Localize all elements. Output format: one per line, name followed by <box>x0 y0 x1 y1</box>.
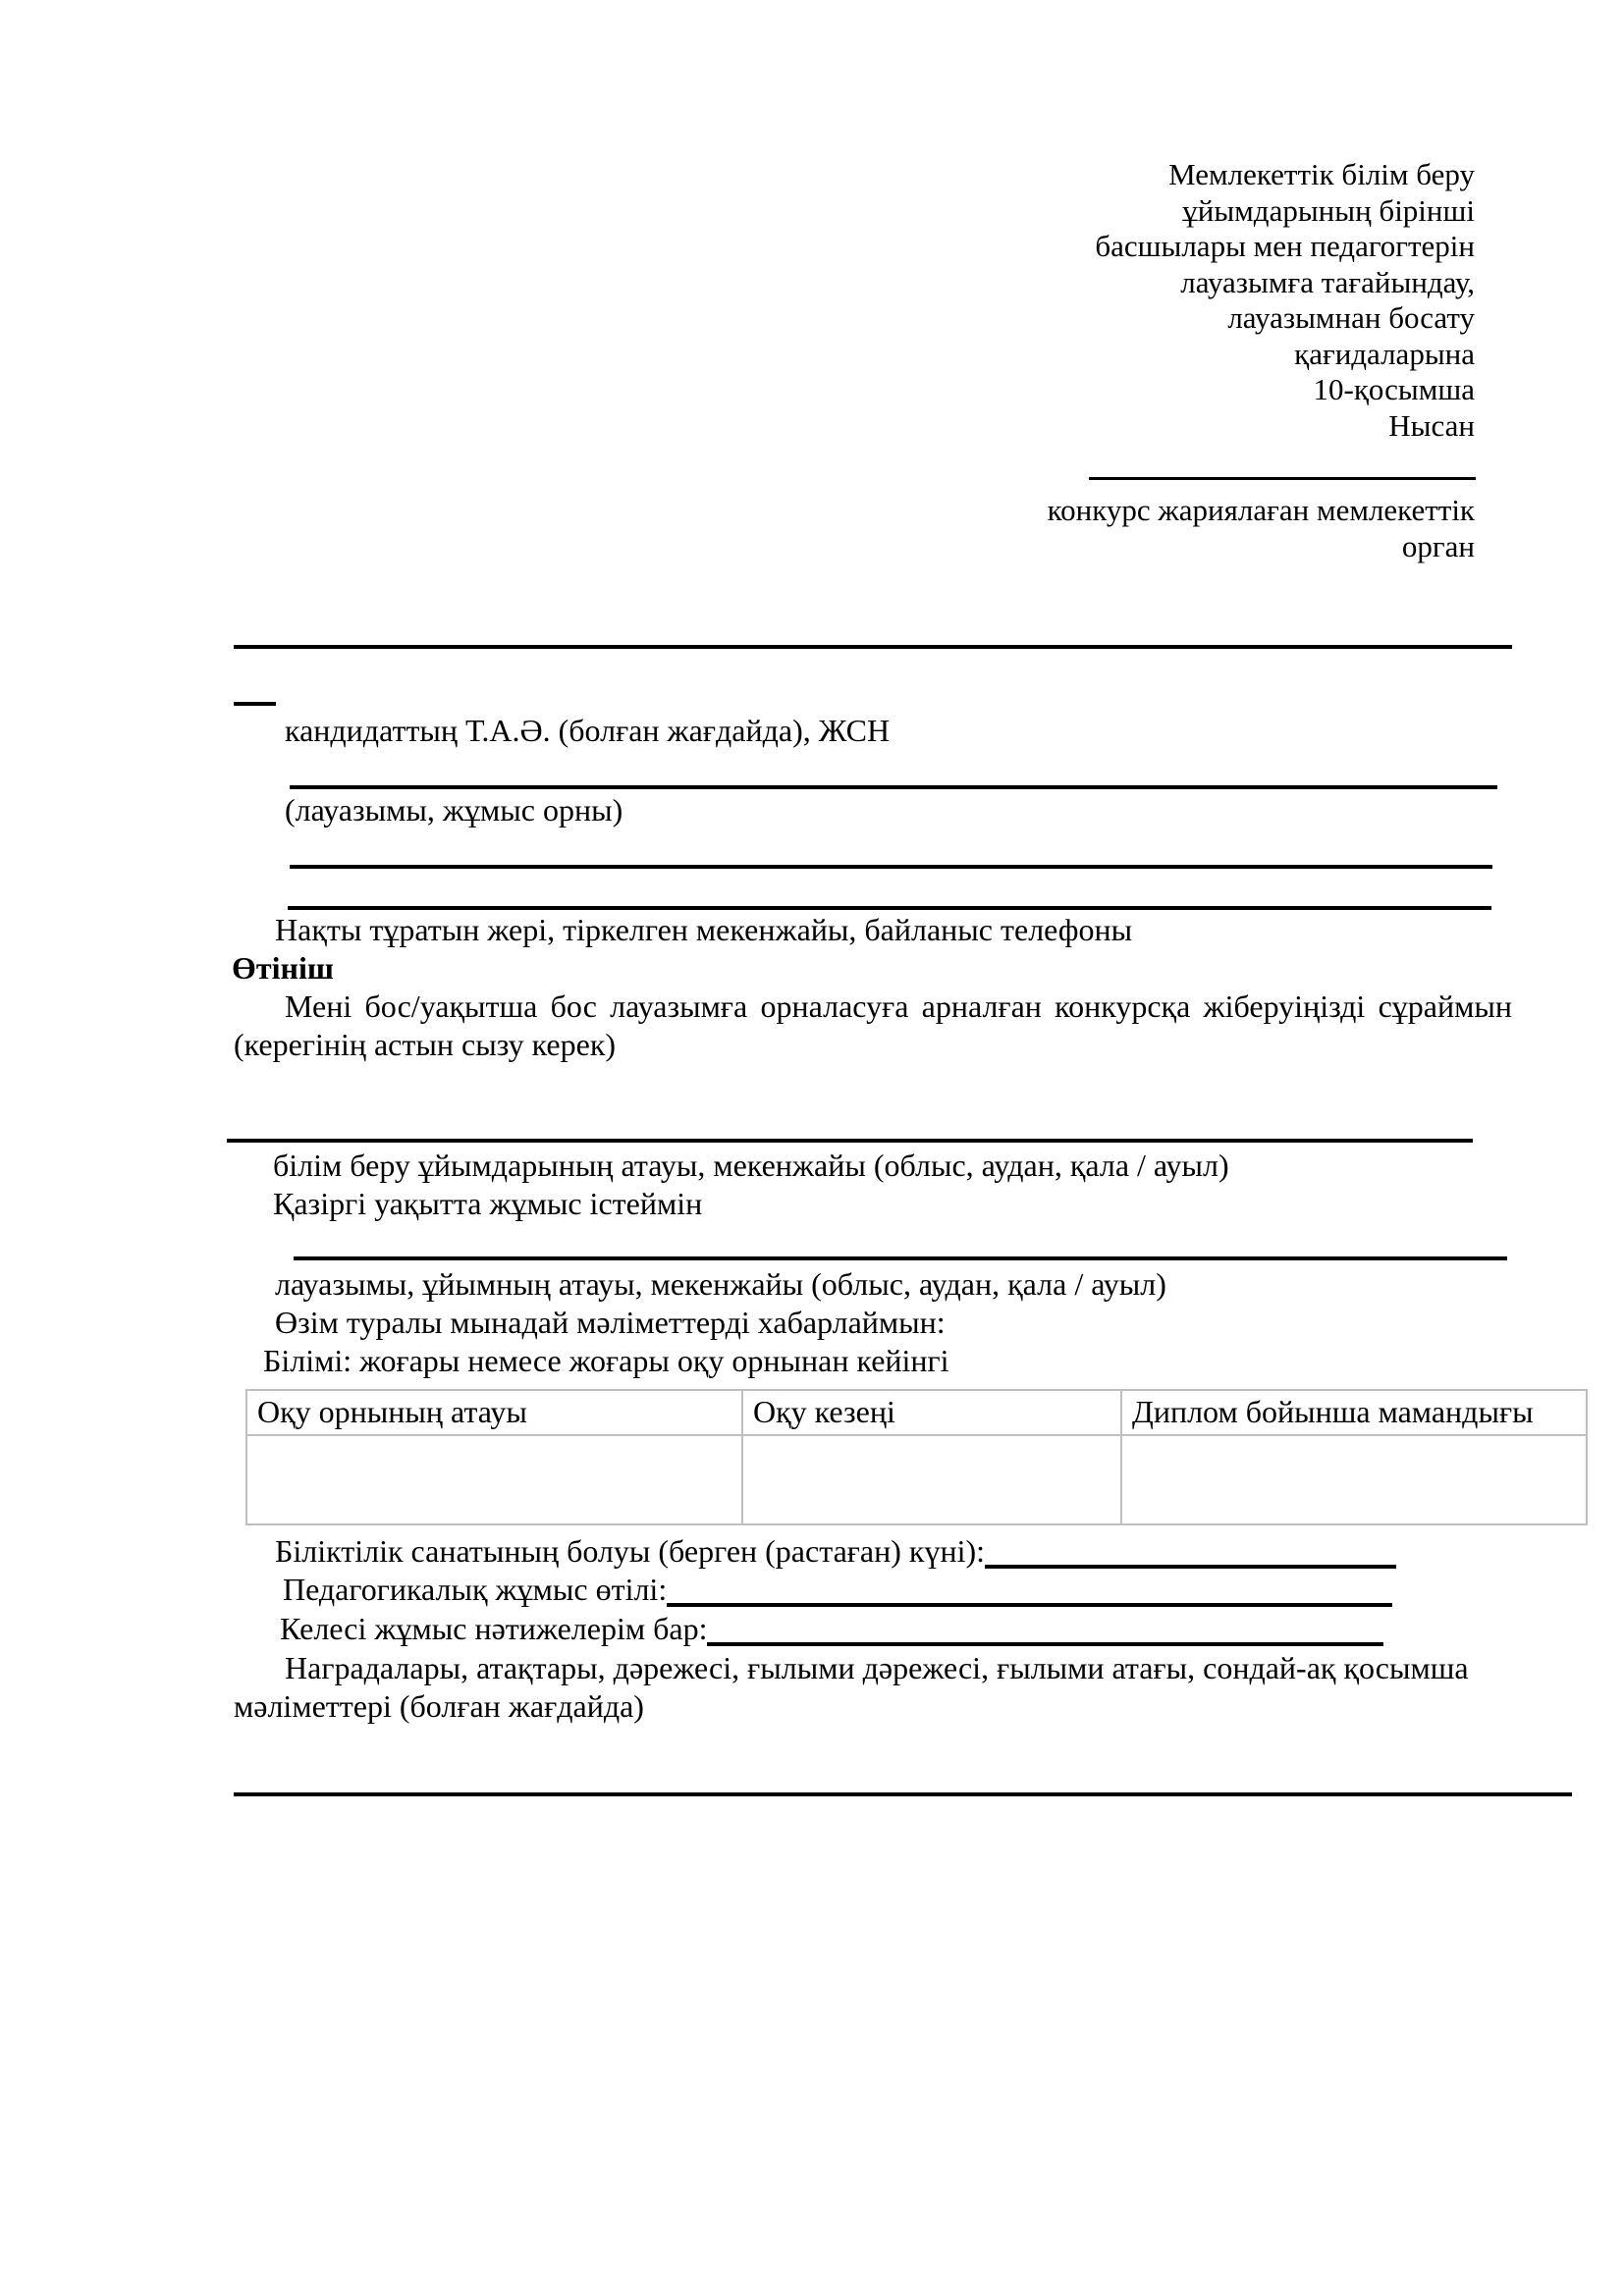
issuer-blank-line <box>1089 477 1476 480</box>
candidate-name-blank-line <box>234 645 1512 649</box>
application-title: Өтініш <box>232 950 334 986</box>
education-org-caption: білім беру ұйымдарының атауы, мекенжайы (облыс, аудан, қала / ауыл) <box>273 1148 1229 1183</box>
candidate-address-caption: Нақты тұратын жері, тіркелген мекенжайы, байланыс телефоны <box>275 912 1133 947</box>
current-work-statement: Қазіргі уақытта жұмыс істеймін <box>273 1186 703 1221</box>
header-note-line-8: Нысан <box>1388 407 1475 443</box>
header-note <box>866 157 1475 444</box>
header-note-line-3: басшылары мен педагогтерін <box>1095 229 1475 263</box>
work-results-line <box>280 1610 1383 1648</box>
header-note-line-7: 10-қосымша <box>1313 372 1475 406</box>
current-work-caption: лауазымы, ұйымның атауы, мекенжайы (облыс, аудан, қала / ауыл) <box>275 1266 1166 1302</box>
table-cell-study-period <box>742 1435 1121 1524</box>
education-table-row <box>246 1435 1587 1524</box>
experience-blank-field <box>667 1571 1392 1607</box>
header-note-line-1: Мемлекеттік білім беру <box>1168 157 1475 191</box>
application-request-line: Мені бос/уақытша бос лауазымға орналасуға арналған конкурсқа жіберуіңізді сұраймын <box>285 988 1512 1024</box>
education-org-blank-line <box>227 1139 1473 1143</box>
awards-blank-line <box>234 1792 1572 1796</box>
candidate-position-blank-line <box>290 785 1497 789</box>
header-note-line-2: ұйымдарының бірінші <box>1182 192 1475 228</box>
qualification-line <box>275 1532 1396 1571</box>
experience-line <box>283 1571 1392 1609</box>
work-results-label: Келесі жұмыс нәтижелерім бар: <box>280 1611 708 1646</box>
candidate-position-caption: (лауазымы, жұмыс орны) <box>285 792 623 828</box>
header-note-line-5: лауазымнан босату <box>1227 300 1475 335</box>
table-cell-institution <box>246 1435 742 1524</box>
column-header-study-period: Оқу кезеңі <box>742 1390 1121 1435</box>
awards-line-1: Наградалары, атақтары, дәрежесі, ғылыми дәрежесі, ғылыми атағы, сондай-ақ қосымша <box>285 1650 1469 1685</box>
education-table <box>245 1389 1588 1525</box>
experience-label: Педагогикалық жұмыс өтілі: <box>283 1572 668 1607</box>
candidate-name-blank-line-wrap <box>234 702 276 706</box>
issuer-caption-line-2: орган <box>1401 528 1475 563</box>
column-header-institution: Оқу орнының атауы <box>246 1390 742 1435</box>
work-results-blank-field <box>707 1610 1383 1646</box>
current-work-blank-line <box>294 1256 1507 1260</box>
candidate-address-blank-line-2 <box>288 906 1491 910</box>
column-header-diploma-specialty: Диплом бойынша мамандығы <box>1121 1390 1587 1435</box>
qualification-label: Біліктілік санатының болуы (берген (растаған) күні): <box>275 1533 985 1569</box>
header-note-line-6: қағидаларына <box>1294 336 1475 371</box>
education-intro: Білімі: жоғары немесе жоғары оқу орнынан кейінгі <box>263 1343 949 1378</box>
issuer-caption-line-1: конкурс жариялаған мемлекеттік <box>1047 493 1475 527</box>
awards-line-2: мәліметтері (болған жағдайда) <box>234 1688 644 1724</box>
candidate-name-caption: кандидаттың Т.А.Ә. (болған жағдайда), ЖСН <box>285 713 891 748</box>
candidate-address-blank-line-1 <box>290 865 1492 869</box>
education-table-header-row <box>246 1390 1587 1435</box>
table-cell-diploma-specialty <box>1121 1435 1587 1524</box>
qualification-blank-field <box>985 1532 1396 1569</box>
about-intro: Өзім туралы мынадай мәліметтерді хабарлаймын: <box>275 1305 946 1340</box>
issuer-caption <box>866 493 1475 564</box>
header-note-line-4: лауазымға тағайындау, <box>1180 264 1475 299</box>
application-request-note: (керегінің астын сызу керек) <box>234 1027 617 1062</box>
